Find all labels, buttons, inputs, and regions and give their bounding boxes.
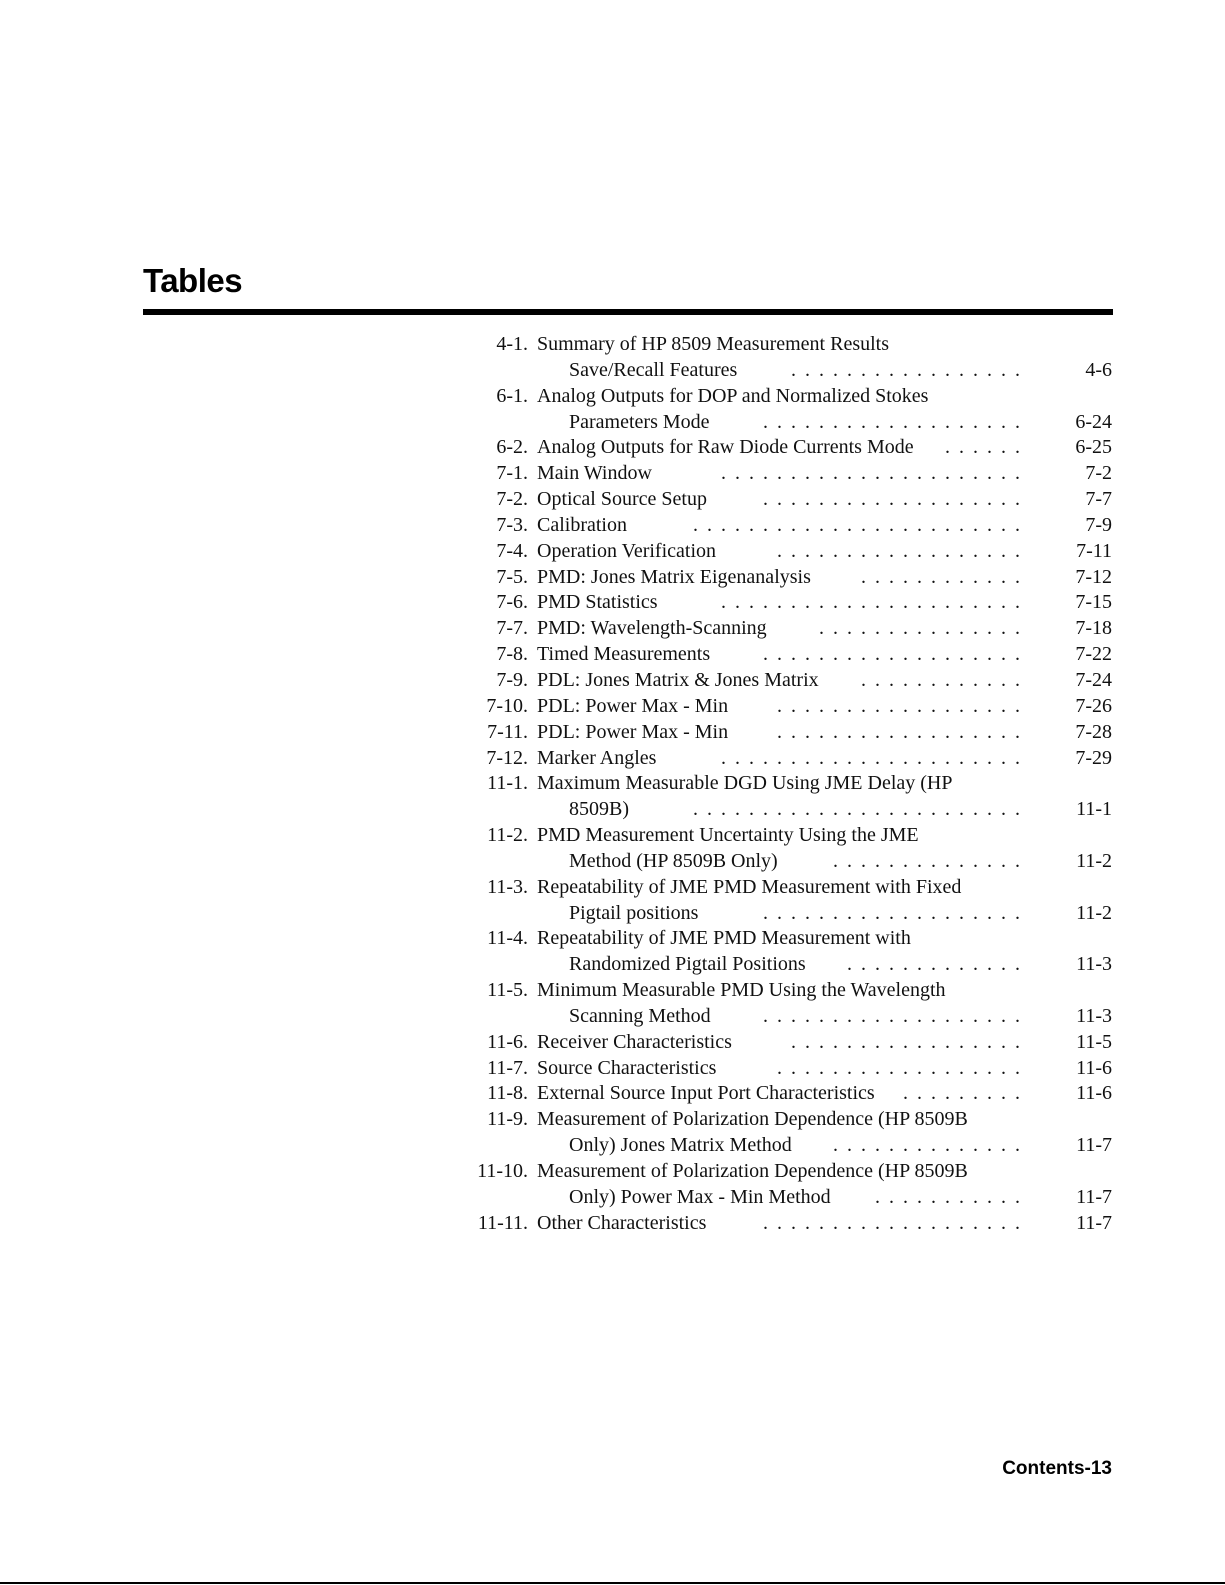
table-number: 7-5. xyxy=(496,565,528,588)
table-number: 11-6. xyxy=(487,1030,528,1053)
toc-entry-line xyxy=(0,435,1225,461)
page-number[interactable]: 7-7 xyxy=(1085,488,1112,511)
table-title[interactable]: 8509B) xyxy=(569,798,629,821)
page-number[interactable]: 11-7 xyxy=(1076,1185,1112,1208)
page-footer: Contents-13 xyxy=(1002,1458,1112,1479)
table-title[interactable]: Source Characteristics xyxy=(537,1056,717,1079)
toc-entry-line xyxy=(0,694,1225,720)
toc-entry-line xyxy=(0,487,1225,513)
table-number: 7-8. xyxy=(496,643,528,666)
tables-list xyxy=(0,332,1225,1237)
table-title[interactable]: Scanning Method xyxy=(569,1004,711,1027)
toc-entry-line xyxy=(0,901,1225,927)
page-number[interactable]: 11-2 xyxy=(1076,849,1112,872)
toc-entry-line xyxy=(0,1056,1225,1082)
leader-dots: . . . . . . . . . . . . . . . . . . xyxy=(777,539,1020,562)
table-number: 11-10. xyxy=(477,1160,528,1182)
table-number: 7-1. xyxy=(496,462,528,485)
page-heading: Tables xyxy=(143,262,243,299)
leader-dots: . . . . . . . . . . . . . xyxy=(847,953,1020,976)
table-title[interactable]: Calibration xyxy=(537,513,627,536)
leader-dots: . . . . . . . . . xyxy=(903,1082,1020,1105)
table-number: 7-6. xyxy=(496,591,528,614)
table-title[interactable]: External Source Input Port Characteristics xyxy=(537,1082,875,1105)
leader-dots: . . . . . . . . . . . . . . . . . xyxy=(791,1030,1020,1053)
table-title[interactable]: Summary of HP 8509 Measurement Results xyxy=(537,333,890,355)
page-number[interactable]: 7-22 xyxy=(1075,643,1112,666)
toc-entry-line xyxy=(0,358,1225,384)
leader-dots: . . . . . . . . . . . . . . . . . . . xyxy=(763,488,1020,511)
leader-dots: . . . . . . . . . . . . . . . . . . . xyxy=(763,1004,1020,1027)
page-number[interactable]: 11-3 xyxy=(1076,1004,1112,1027)
page-number[interactable]: 7-24 xyxy=(1075,668,1112,691)
toc-entry-line xyxy=(0,797,1225,823)
leader-dots: . . . . . . . . . . . . . . . . . . . . . . . . xyxy=(693,513,1020,536)
table-number: 7-7. xyxy=(496,617,528,640)
toc-entry-line xyxy=(0,565,1225,591)
table-number: 11-5. xyxy=(487,979,528,1002)
table-title[interactable]: PMD: Jones Matrix Eigenanalysis xyxy=(537,565,811,588)
table-title[interactable]: Receiver Characteristics xyxy=(537,1030,732,1053)
table-title[interactable]: PMD Statistics xyxy=(537,591,658,614)
table-title[interactable]: PDL: Power Max - Min xyxy=(537,720,729,743)
table-number: 11-1. xyxy=(487,772,528,795)
leader-dots: . . . . . . . . . . . . . . . . . . . . . . xyxy=(721,591,1020,614)
leader-dots: . . . . . . . . . . . . . . . xyxy=(819,617,1020,640)
table-title[interactable]: Analog Outputs for DOP and Normalized Stokes xyxy=(537,384,929,407)
page-number[interactable]: 7-12 xyxy=(1075,565,1112,588)
table-title[interactable]: Measurement of Polarization Dependence (HP 8509B xyxy=(537,1160,968,1182)
page-number[interactable]: 11-5 xyxy=(1076,1030,1112,1053)
page-number[interactable]: 11-6 xyxy=(1076,1056,1112,1079)
page-number[interactable]: 11-6 xyxy=(1076,1082,1112,1105)
toc-entry-line xyxy=(0,384,1225,410)
leader-dots: . . . . . . . . . . . . . . . . . . . . . . xyxy=(721,746,1020,769)
toc-entry-line xyxy=(0,720,1225,746)
page-number[interactable]: 11-1 xyxy=(1076,798,1112,821)
table-number: 7-10. xyxy=(486,694,528,717)
page-number[interactable]: 7-29 xyxy=(1075,746,1112,769)
table-title[interactable]: PMD: Wavelength-Scanning xyxy=(537,617,767,640)
table-number: 11-2. xyxy=(487,824,528,847)
table-number: 7-9. xyxy=(496,668,528,691)
toc-entry-line xyxy=(0,410,1225,436)
leader-dots: . . . . . . . . . . . . . . . . . . . xyxy=(763,410,1020,433)
bottom-rule xyxy=(0,1582,1225,1584)
table-number: 11-8. xyxy=(487,1082,528,1105)
table-number: 11-7. xyxy=(487,1056,528,1079)
page-number[interactable]: 7-26 xyxy=(1075,694,1112,717)
toc-entry-line xyxy=(0,332,1225,358)
table-title[interactable]: Operation Verification xyxy=(537,539,717,562)
leader-dots: . . . . . . . . . . . . . . . . . . . . . . xyxy=(721,462,1020,485)
page-number[interactable]: 7-2 xyxy=(1085,462,1112,485)
leader-dots: . . . . . . . . . . . . xyxy=(861,565,1020,588)
table-number: 6-1. xyxy=(496,384,528,407)
page-number[interactable]: 11-7 xyxy=(1076,1134,1112,1157)
table-title[interactable]: Main Window xyxy=(537,462,652,485)
table-title[interactable]: Only) Power Max - Min Method xyxy=(569,1185,831,1208)
table-title[interactable]: Repeatability of JME PMD Measurement with Fixed xyxy=(537,875,962,898)
table-title[interactable]: Repeatability of JME PMD Measurement with xyxy=(537,927,911,950)
leader-dots: . . . . . . . . . . . xyxy=(875,1185,1020,1208)
table-title[interactable]: Measurement of Polarization Dependence (HP 8509B xyxy=(537,1108,968,1131)
leader-dots: . . . . . . . . . . . . . . . . . . xyxy=(777,720,1020,743)
leader-dots: . . . . . . . . . . . . . . . . . . xyxy=(777,1056,1020,1079)
table-number: 11-11. xyxy=(477,1211,528,1234)
leader-dots: . . . . . . . . . . . . . . . . . . . . . . . . xyxy=(693,798,1020,821)
table-number: 7-2. xyxy=(496,488,528,511)
toc-entry-line xyxy=(0,771,1225,797)
table-title[interactable]: Randomized Pigtail Positions xyxy=(569,953,806,976)
toc-entry-line xyxy=(0,1133,1225,1159)
table-title[interactable]: Minimum Measurable PMD Using the Wavelength xyxy=(537,979,946,1002)
leader-dots: . . . . . . . . . . . . . . . . . xyxy=(791,358,1020,381)
toc-entry-line xyxy=(0,1107,1225,1133)
toc-entry-line xyxy=(0,978,1225,1004)
table-title[interactable]: Pigtail positions xyxy=(569,901,699,924)
table-number: 7-12. xyxy=(486,746,528,769)
leader-dots: . . . . . . . . . . . . . . xyxy=(833,1134,1020,1157)
page-number[interactable]: 7-15 xyxy=(1075,591,1112,614)
toc-entry-line xyxy=(0,875,1225,901)
page-number[interactable]: 11-3 xyxy=(1076,953,1112,976)
toc-entry-line xyxy=(0,823,1225,849)
table-title[interactable]: PDL: Jones Matrix & Jones Matrix xyxy=(537,668,819,691)
page-number[interactable]: 7-18 xyxy=(1075,617,1112,640)
leader-dots: . . . . . . . . . . . . . . . . . . . xyxy=(763,1211,1020,1234)
toc-entry-line xyxy=(0,926,1225,952)
toc-entry-line xyxy=(0,539,1225,565)
table-title[interactable]: Optical Source Setup xyxy=(537,488,707,511)
leader-dots: . . . . . . . . . . . . . . . . . . . xyxy=(763,643,1020,666)
leader-dots: . . . . . . . . . . . . . . . . . . xyxy=(777,694,1020,717)
table-number: 7-3. xyxy=(496,513,528,536)
page-number[interactable]: 11-2 xyxy=(1076,901,1112,924)
page-number[interactable]: 7-11 xyxy=(1076,539,1112,562)
toc-entry-line xyxy=(0,1211,1225,1237)
table-title[interactable]: PDL: Power Max - Min xyxy=(537,694,729,717)
toc-entry-line xyxy=(0,1185,1225,1211)
table-title[interactable]: Method (HP 8509B Only) xyxy=(569,849,778,872)
leader-dots: . . . . . . xyxy=(945,436,1020,459)
table-number: 6-2. xyxy=(496,436,528,459)
table-title[interactable]: Save/Recall Features xyxy=(569,358,738,381)
toc-entry-line xyxy=(0,849,1225,875)
table-number: 7-4. xyxy=(496,539,528,562)
toc-entry-line xyxy=(0,590,1225,616)
table-title[interactable]: Timed Measurements xyxy=(537,643,711,666)
toc-entry-line xyxy=(0,1159,1225,1185)
leader-dots: . . . . . . . . . . . . . . xyxy=(833,849,1020,872)
toc-entry-line xyxy=(0,1081,1225,1107)
toc-entry-line xyxy=(0,1030,1225,1056)
toc-entry-line xyxy=(0,952,1225,978)
toc-entry-line xyxy=(0,668,1225,694)
toc-entry-line xyxy=(0,461,1225,487)
leader-dots: . . . . . . . . . . . . xyxy=(861,668,1020,691)
table-title[interactable]: PMD Measurement Uncertainty Using the JME xyxy=(537,824,919,847)
page-number[interactable]: 6-24 xyxy=(1075,410,1112,433)
toc-entry-line xyxy=(0,513,1225,539)
toc-entry-line xyxy=(0,1004,1225,1030)
table-title[interactable]: Analog Outputs for Raw Diode Currents Mode xyxy=(537,436,914,459)
toc-entry-line xyxy=(0,616,1225,642)
toc-entry-line xyxy=(0,746,1225,772)
leader-dots: . . . . . . . . . . . . . . . . . . . xyxy=(763,901,1020,924)
page-number[interactable]: 7-9 xyxy=(1085,513,1112,536)
table-number: 11-3. xyxy=(487,875,528,898)
table-number: 7-11. xyxy=(487,720,528,743)
table-number: 11-9. xyxy=(487,1108,528,1131)
toc-entry-line xyxy=(0,642,1225,668)
table-title[interactable]: Only) Jones Matrix Method xyxy=(569,1134,792,1157)
table-title[interactable]: Marker Angles xyxy=(537,746,657,769)
page-number[interactable]: 4-6 xyxy=(1085,358,1112,381)
table-title[interactable]: Maximum Measurable DGD Using JME Delay (HP xyxy=(537,772,953,795)
heading-rule xyxy=(143,309,1113,315)
table-number: 4-1. xyxy=(496,333,528,355)
table-title[interactable]: Other Characteristics xyxy=(537,1211,707,1234)
page-number[interactable]: 11-7 xyxy=(1076,1211,1112,1234)
page-number[interactable]: 6-25 xyxy=(1075,436,1112,459)
page-number[interactable]: 7-28 xyxy=(1075,720,1112,743)
table-title[interactable]: Parameters Mode xyxy=(569,410,710,433)
table-number: 11-4. xyxy=(487,927,528,950)
